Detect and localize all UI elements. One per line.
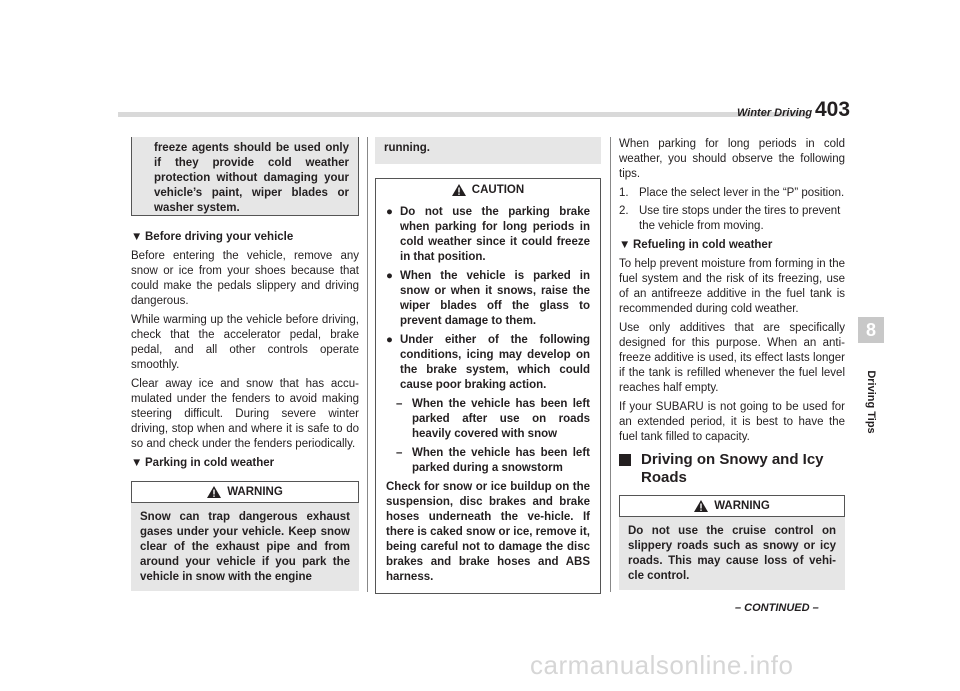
continued-warning-text: freeze agents should be used only if they provide cold weather protection without damaging your vehicle’s paint, wiper blades or washer system. [154,142,349,214]
paragraph: If your SUBARU is not going to be used for an extended period, it is best to have the fuel tank filled to capacity. [619,401,845,443]
caution-header [376,179,600,201]
warning-text: Do not use the cruise control on slippery roads such as snowy or icy roads. This may cause loss of vehi-cle control. [628,525,836,582]
caution-box [375,178,601,594]
warning-triangle-icon [207,486,221,498]
warning-triangle-icon [694,500,708,512]
caution-label: CAUTION [471,183,525,196]
section-title [619,451,845,487]
triangle-marker-icon: ▼ [131,457,143,469]
steps-list [619,186,845,234]
chapter-label [858,352,884,452]
continued-warning-box [131,137,359,216]
continued-label: – CONTINUED – [735,602,819,614]
chapter-label-text: Driving Tips [865,370,877,434]
caution-sub-item [386,446,590,476]
dash-icon: – [396,398,403,410]
warning-label: WARNING [714,499,770,512]
bullet-icon: ● [386,334,393,346]
paragraph: When parking for long periods in cold weather, you should observe the following tips. [619,138,845,180]
bullet-text: When the vehicle is parked in snow or when it snows, raise the wiper blades off the glass to prevent damage to them. [400,270,590,327]
warning-header [619,495,845,517]
sub-item-text: When the vehicle has been left parked after use on roads heavily covered with snow [412,398,590,440]
watermark: carmanualsonline.info [530,650,794,680]
heading-text: Before driving your vehicle [145,231,294,243]
bullet-icon: ● [386,270,393,282]
paragraph: To help prevent moisture from forming in the fuel system and the risk of its freezing, use of an antifreeze additive in the fuel tank is recommended during cold weather. [619,258,845,315]
caution-body [376,201,600,593]
triangle-marker-icon: ▼ [131,231,143,243]
continued-warning-box [375,137,601,164]
continued-warning-text: running. [384,142,430,154]
heading-before-driving [131,230,359,245]
step-number: 1. [619,187,629,199]
bullet-icon: ● [386,206,393,218]
section-title-text: Driving on Snowy and Icy Roads [641,451,824,486]
caution-bullet [386,333,590,393]
square-marker-icon [619,454,631,466]
column-divider [610,137,611,592]
column-2 [375,137,601,594]
step-number: 2. [619,205,629,217]
column-1 [131,137,359,591]
warning-header [131,481,359,503]
paragraph: Clear away ice and snow that has accu-mulated under the fenders to avoid making steering difficult. During severe winter driving, stop when and where it is safe to do so and check under the fenders periodically. [131,378,359,450]
step-text: Use tire stops under the tires to prevent the vehicle from moving. [639,205,841,232]
column-divider [367,137,368,592]
page-number: 403 [815,98,851,121]
bullet-text: Do not use the parking brake when parking for long periods in cold weather since it could freeze in that position. [400,206,590,263]
warning-body [131,503,359,591]
chapter-tab: 8 [858,317,884,343]
heading-text: Parking in cold weather [145,457,275,469]
warning-label: WARNING [227,485,283,498]
dash-icon: – [396,447,403,459]
warning-body [619,517,845,590]
column-3 [619,137,845,590]
warning-triangle-icon [452,184,466,196]
bullet-text: Under either of the following conditions, icing may develop on the brake system, which could cause poor braking action. [400,334,590,391]
paragraph: Before entering the vehicle, remove any snow or ice from your shoes because that could make the pedals slippery and driving dangerous. [131,250,359,307]
heading-parking [131,456,359,471]
warning-text: Snow can trap dangerous exhaust gases under your vehicle. Keep snow clear of the exhaust pipe and from around your vehicle if you park the vehicle in snow with the engine [140,511,350,583]
heading-refueling [619,238,845,253]
step-item [619,186,845,201]
sub-item-text: When the vehicle has been left parked during a snowstorm [412,447,590,474]
paragraph: Use only additives that are specifically designed for this purpose. When an anti-freeze additive is used, its effect lasts longer if the tank is refilled whenever the fuel level reaches half empty. [619,322,845,394]
triangle-marker-icon: ▼ [619,239,631,251]
caution-sub-item [386,397,590,442]
heading-text: Refueling in cold weather [633,239,773,251]
caution-bullet [386,269,590,329]
caution-bullet [386,205,590,265]
step-text: Place the select lever in the “P” position. [639,187,845,199]
caution-check-text: Check for snow or ice buildup on the suspension, disc brakes and brake hoses underneath the ve-hicle. If there is caked snow or ice, remove it, being careful not to damage the disc brakes and brake hoses and ABS harness. [386,481,590,583]
step-item [619,204,845,234]
header-rule [118,112,808,117]
paragraph: While warming up the vehicle before driving, check that the accelerator pedal, brake pedal, and all other controls operate smoothly. [131,314,359,371]
running-title: Winter Driving [737,107,813,119]
